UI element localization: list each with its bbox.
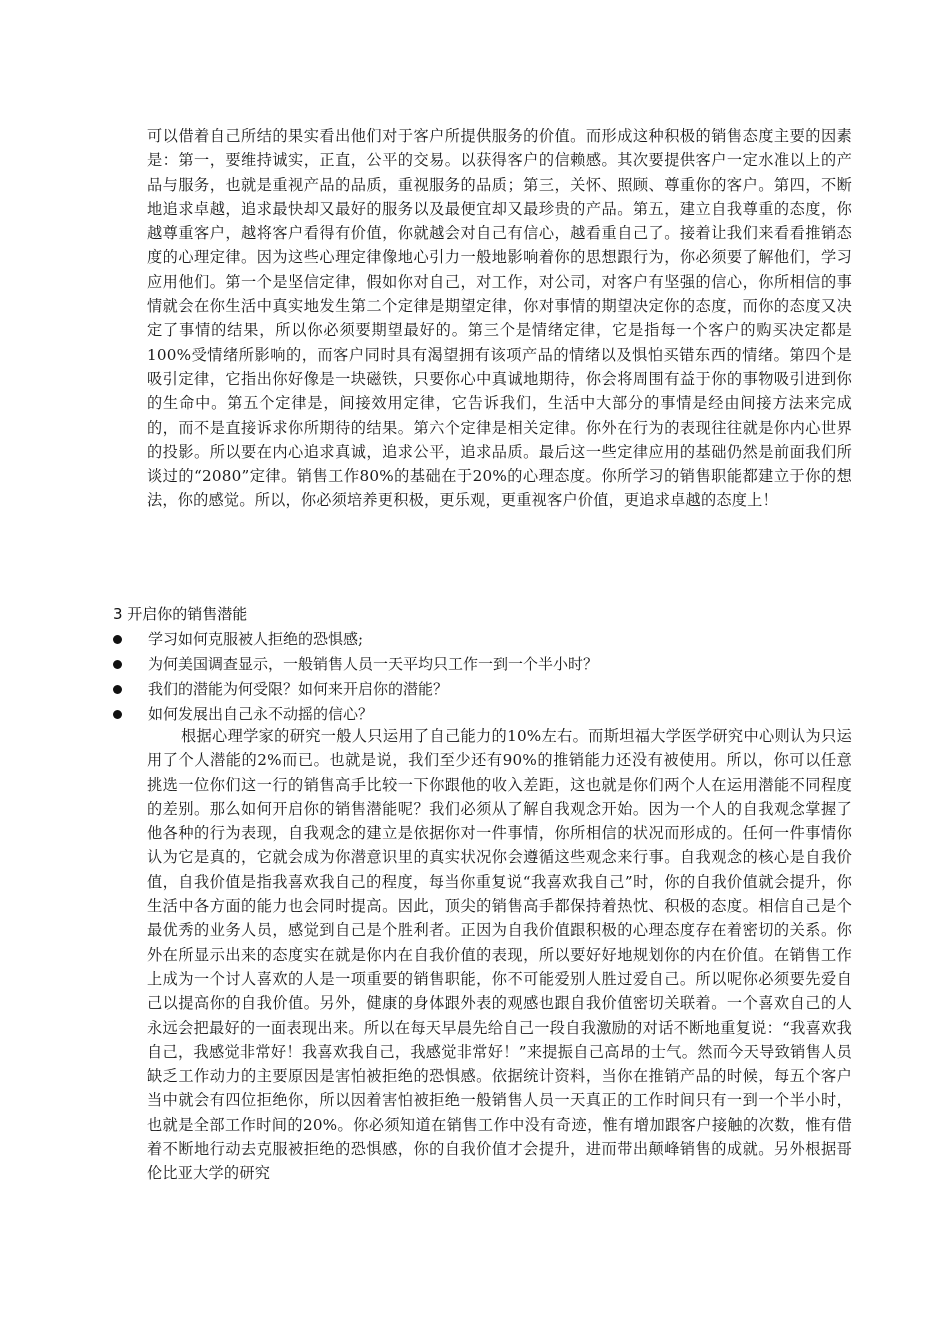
bullet-list: [113, 627, 853, 727]
bullet-dot-icon: [113, 635, 122, 644]
section-heading: 3 开启你的销售潜能: [113, 605, 248, 623]
paragraph-potential: 根据心理学家的研究一般人只运用了自己能力的10%左右。而斯坦福大学医学研究中心则认为只运用了个人潜能的2%而已。也就是说，我们至少还有90%的推销能力还没有被使用。所以，你可以任意挑选一位你们这一行的销售高手比较一下你跟他的收入差距，这也就是你们两个人在运用潜能不同程度的差别。那么如何开启你的销售潜能呢？我们必须从了解自我观念开始。因为一个人的自我观念掌握了他各种的行为表现，自我观念的建立是依据你对一件事情，你所相信的状况而形成的。任何一件事情你认为它是真的，它就会成为你潜意识里的真实状况你会遵循这些观念来行事。自我观念的核心是自我价值，自我价值是指我喜欢我自己的程度，每当你重复说“我喜欢我自己”时，你的自我价值就会提升，你生活中各方面的能力也会同时提高。因此，顶尖的销售高手都保持着热忱、积极的态度。相信自己是个最优秀的业务人员，感觉到自己是个胜利者。正因为自我价值跟积极的心理态度存在着密切的关系。你外在所显示出来的态度实在就是你内在自我价值的表现，所以要好好地规划你的内在价值。在销售工作上成为一个讨人喜欢的人是一项重要的销售职能，你不可能爱别人胜过爱自己。所以呢你必须要先爱自己以提高你的自我价值。另外，健康的身体跟外表的观感也跟自我价值密切关联着。一个喜欢自己的人永远会把最好的一面表现出来。所以在每天早晨先给自己一段自我激励的对话不断地重复说：“我喜欢我自己，我感觉非常好！我喜欢我自己，我感觉非常好！”来提振自己高昂的士气。然而今天导致销售人员缺乏工作动力的主要原因是害怕被拒绝的恐惧感。依据统计资料，当你在推销产品的时候，每五个客户当中就会有四位拒绝你，所以因着害怕被拒绝一般销售人员一天真正的工作时间只有一到一个半小时，也就是全部工作时间的20%。你必须知道在销售工作中没有奇迹，惟有增加跟客户接触的次数，惟有借着不断地行动去克服被拒绝的恐惧感，你的自我价值才会提升，进而带出颠峰销售的成就。另外根据哥伦比亚大学的研究: [147, 727, 852, 1183]
bullet-dot-icon: [113, 710, 122, 719]
bullet-dot-icon: [113, 685, 122, 694]
bullet-item: [113, 652, 853, 677]
paragraph-sales-attitude: 可以借着自己所结的果实看出他们对于客户所提供服务的价值。而形成这种积极的销售态度主要的因素是：第一，要维持诚实，正直，公平的交易。以获得客户的信赖感。其次要提供客户一定水准以上的产品与服务，也就是重视产品的品质，重视服务的品质；第三，关怀、照顾、尊重你的客户。第四，不断地追求卓越，追求最快却又最好的服务以及最便宜却又最珍贵的产品。第五，建立自我尊重的态度，你越尊重客户，越将客户看得有价值，你就越会对自己有信心，越看重自己了。接着让我们来看看推销态度的心理定律。因为这些心理定律像地心引力一般地影响着你的思想跟行为，你必须要了解他们，学习应用他们。第一个是坚信定律，假如你对自己，对工作，对公司，对客户有坚强的信心，你所相信的事情就会在你生活中真实地发生第二个定律是期望定律，你对事情的期望决定你的态度，而你的态度又决定了事情的结果，所以你必须要期望最好的。第三个是情绪定律，它是指每一个客户的购买决定都是100%受情绪所影响的，而客户同时具有渴望拥有该项产品的情绪以及惧怕买错东西的情绪。第四个是吸引定律，它指出你好像是一块磁铁，只要你心中真诚地期待，你会将周围有益于你的事物吸引进到你的生命中。第五个定律是，间接效用定律，它告诉我们，生活中大部分的事情是经由间接方法来完成的，而不是直接诉求你所期待的结果。第六个定律是相关定律。你外在行为的表现往往就是你内心世界的投影。所以要在内心追求真诚，追求公平，追求品质。最后这一些定律应用的基础仍然是前面我们所谈过的“2080”定律。销售工作80%的基础在于20%的心理态度。你所学习的销售职能都建立于你的想法，你的感觉。所以，你必须培养更积极，更乐观，更重视客户价值，更追求卓越的态度上！: [147, 127, 852, 510]
bullet-text: 如何发展出自己永不动摇的信心？: [148, 705, 374, 723]
bullet-dot-icon: [113, 660, 122, 669]
bullet-text: 我们的潜能为何受限？如何来开启你的潜能？: [148, 680, 449, 698]
bullet-text: 学习如何克服被人拒绝的恐惧感;: [148, 630, 364, 648]
bullet-item: [113, 677, 853, 702]
bullet-text: 为何美国调查显示，一般销售人员一天平均只工作一到一个半小时？: [148, 655, 599, 673]
bullet-item: [113, 627, 853, 652]
